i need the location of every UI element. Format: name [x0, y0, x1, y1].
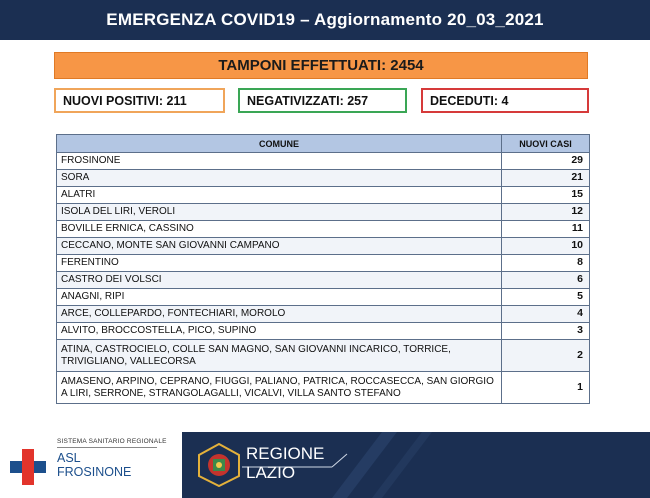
column-header-casi: NUOVI CASI — [502, 135, 590, 153]
casi-cell: 5 — [502, 289, 590, 306]
positivi-label: NUOVI POSITIVI: 211 — [63, 93, 187, 108]
page-title: EMERGENZA COVID19 – Aggiornamento 20_03_2021 — [106, 10, 544, 29]
asl-name-line1: ASL — [57, 451, 81, 465]
casi-cell: 29 — [502, 153, 590, 170]
comune-cell: FERENTINO — [57, 255, 502, 272]
casi-cell: 21 — [502, 170, 590, 187]
casi-cell: 10 — [502, 238, 590, 255]
negativizzati-box — [238, 88, 407, 113]
casi-cell: 2 — [502, 340, 590, 372]
comune-cell: ATINA, CASTROCIELO, COLLE SAN MAGNO, SAN GIOVANNI INCARICO, TORRICE, TRIVIGLIANO, VALLECORSA — [57, 340, 502, 372]
casi-cell: 8 — [502, 255, 590, 272]
comune-cell: ALATRI — [57, 187, 502, 204]
table-row — [57, 323, 590, 340]
negativizzati-label: NEGATIVIZZATI: 257 — [247, 93, 369, 108]
comune-cell: ARCE, COLLEPARDO, FONTECHIARI, MOROLO — [57, 306, 502, 323]
casi-cell: 15 — [502, 187, 590, 204]
comune-cell: FROSINONE — [57, 153, 502, 170]
table-row — [57, 255, 590, 272]
casi-cell: 11 — [502, 221, 590, 238]
casi-cell: 12 — [502, 204, 590, 221]
table-row — [57, 221, 590, 238]
table-row — [57, 187, 590, 204]
casi-cell: 1 — [502, 372, 590, 404]
deceduti-box — [421, 88, 589, 113]
comune-cell: SORA — [57, 170, 502, 187]
regione-lazio-emblem-icon — [198, 443, 240, 487]
comune-cell: BOVILLE ERNICA, CASSINO — [57, 221, 502, 238]
comune-cell: ALVITO, BROCCOSTELLA, PICO, SUPINO — [57, 323, 502, 340]
regione-line2: LAZIO — [246, 463, 296, 482]
asl-logo-area — [0, 432, 182, 498]
tamponi-banner — [54, 52, 588, 79]
column-header-comune: COMUNE — [57, 135, 502, 153]
table-row — [57, 340, 590, 372]
asl-name — [57, 451, 131, 479]
cases-table — [56, 134, 590, 404]
table-row — [57, 306, 590, 323]
table-row — [57, 372, 590, 404]
tamponi-label: TAMPONI EFFETTUATI: 2454 — [218, 57, 424, 74]
table-row — [57, 272, 590, 289]
positivi-box — [54, 88, 225, 113]
comune-cell: CASTRO DEI VOLSCI — [57, 272, 502, 289]
table-row — [57, 153, 590, 170]
casi-cell: 3 — [502, 323, 590, 340]
asl-name-line2: FROSINONE — [57, 465, 132, 479]
table-row — [57, 170, 590, 187]
deceduti-label: DECEDUTI: 4 — [430, 93, 509, 108]
casi-cell: 4 — [502, 306, 590, 323]
asl-subtitle: SISTEMA SANITARIO REGIONALE — [57, 438, 167, 445]
regione-lazio-banner — [182, 432, 650, 498]
regione-line1: REGIONE — [246, 444, 325, 463]
red-cross-icon — [10, 449, 46, 485]
casi-cell: 6 — [502, 272, 590, 289]
regione-name — [246, 444, 324, 482]
comune-cell: AMASENO, ARPINO, CEPRANO, FIUGGI, PALIANO, PATRICA, ROCCASECCA, SAN GIORGIO A LIRI, SERRONE, STRANGOLAGALLI, VICALVI, VILLA SANTO STEFANO — [57, 372, 502, 404]
table-header-row — [57, 135, 590, 153]
asl-divider — [57, 447, 157, 448]
table-row — [57, 204, 590, 221]
table-row — [57, 238, 590, 255]
comune-cell: ISOLA DEL LIRI, VEROLI — [57, 204, 502, 221]
table-row — [57, 289, 590, 306]
comune-cell: ANAGNI, RIPI — [57, 289, 502, 306]
comune-cell: CECCANO, MONTE SAN GIOVANNI CAMPANO — [57, 238, 502, 255]
header-bar — [0, 0, 650, 40]
